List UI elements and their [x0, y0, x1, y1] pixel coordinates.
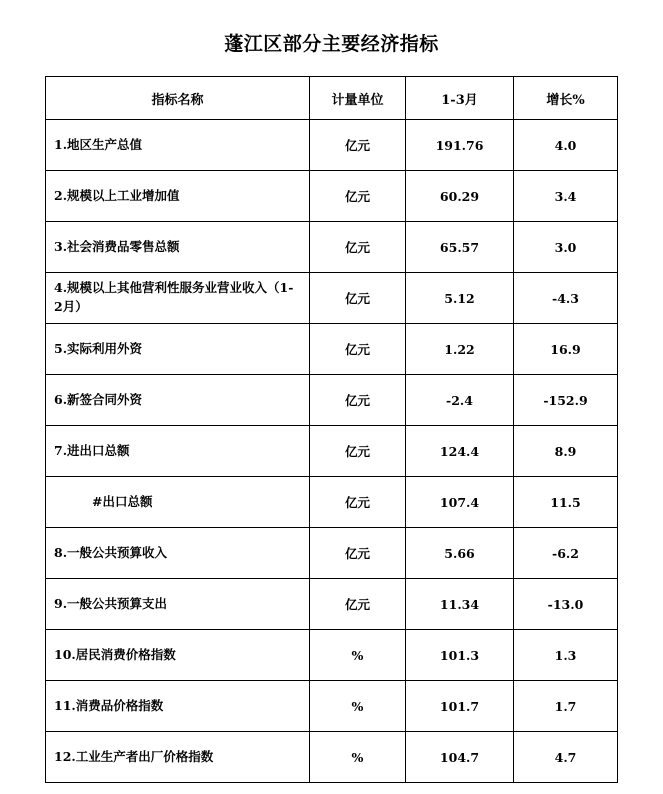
column-header-growth: 增长%: [514, 77, 618, 120]
indicator-unit-cell: 亿元: [310, 579, 406, 630]
indicator-name-cell: 8.一般公共预算收入: [46, 528, 310, 579]
column-header-unit: 计量单位: [310, 77, 406, 120]
indicator-value-cell: 101.3: [406, 630, 514, 681]
indicator-unit-cell: 亿元: [310, 528, 406, 579]
table-row: [46, 273, 618, 324]
indicator-value-cell: 11.34: [406, 579, 514, 630]
indicator-value-cell: 65.57: [406, 222, 514, 273]
indicator-value-cell: 124.4: [406, 426, 514, 477]
table-row: [46, 579, 618, 630]
table-header: [46, 77, 618, 120]
indicator-name-cell: 3.社会消费品零售总额: [46, 222, 310, 273]
indicator-unit-cell: 亿元: [310, 426, 406, 477]
table-row: [46, 222, 618, 273]
indicator-growth-cell: -152.9: [514, 375, 618, 426]
indicator-value-cell: 5.66: [406, 528, 514, 579]
indicator-unit-cell: %: [310, 681, 406, 732]
table-body: [46, 120, 618, 783]
indicator-value-cell: 5.12: [406, 273, 514, 324]
indicator-growth-cell: 4.7: [514, 732, 618, 783]
indicator-name-cell: 7.进出口总额: [46, 426, 310, 477]
indicator-unit-cell: 亿元: [310, 222, 406, 273]
indicator-growth-cell: 8.9: [514, 426, 618, 477]
indicator-value-cell: -2.4: [406, 375, 514, 426]
indicator-growth-cell: 1.3: [514, 630, 618, 681]
indicator-value-cell: 1.22: [406, 324, 514, 375]
indicator-name-cell: 10.居民消费价格指数: [46, 630, 310, 681]
indicator-unit-cell: 亿元: [310, 273, 406, 324]
indicator-name-cell: 4.规模以上其他营利性服务业营业收入（1-2月）: [46, 273, 310, 324]
indicator-growth-cell: -6.2: [514, 528, 618, 579]
indicator-name-cell: 6.新签合同外资: [46, 375, 310, 426]
indicator-growth-cell: -13.0: [514, 579, 618, 630]
indicator-growth-cell: 16.9: [514, 324, 618, 375]
indicator-growth-cell: 3.4: [514, 171, 618, 222]
table-row: [46, 426, 618, 477]
indicator-name-cell: 9.一般公共预算支出: [46, 579, 310, 630]
indicator-growth-cell: 3.0: [514, 222, 618, 273]
table-header-row: [46, 77, 618, 120]
indicator-growth-cell: 4.0: [514, 120, 618, 171]
indicator-value-cell: 104.7: [406, 732, 514, 783]
table-row: [46, 477, 618, 528]
economic-indicators-table: [45, 76, 618, 783]
indicator-name-cell: #出口总额: [46, 477, 310, 528]
table-row: [46, 681, 618, 732]
indicator-name-cell: 12.工业生产者出厂价格指数: [46, 732, 310, 783]
indicator-value-cell: 191.76: [406, 120, 514, 171]
indicator-growth-cell: -4.3: [514, 273, 618, 324]
indicator-unit-cell: 亿元: [310, 120, 406, 171]
table-row: [46, 171, 618, 222]
table-row: [46, 528, 618, 579]
indicator-growth-cell: 1.7: [514, 681, 618, 732]
table-row: [46, 324, 618, 375]
indicator-unit-cell: 亿元: [310, 324, 406, 375]
indicator-value-cell: 107.4: [406, 477, 514, 528]
table-row: [46, 375, 618, 426]
indicator-unit-cell: %: [310, 732, 406, 783]
column-header-period: 1-3月: [406, 77, 514, 120]
indicator-unit-cell: %: [310, 630, 406, 681]
table-row: [46, 120, 618, 171]
table-row: [46, 630, 618, 681]
indicator-unit-cell: 亿元: [310, 477, 406, 528]
indicator-unit-cell: 亿元: [310, 375, 406, 426]
indicator-value-cell: 101.7: [406, 681, 514, 732]
indicator-unit-cell: 亿元: [310, 171, 406, 222]
indicator-name-cell: 11.消费品价格指数: [46, 681, 310, 732]
indicator-name-cell: 2.规模以上工业增加值: [46, 171, 310, 222]
column-header-indicator-name: 指标名称: [46, 77, 310, 120]
indicator-name-cell: 5.实际利用外资: [46, 324, 310, 375]
page-title: 蓬江区部分主要经济指标: [224, 33, 439, 55]
table-row: [46, 732, 618, 783]
indicator-growth-cell: 11.5: [514, 477, 618, 528]
indicator-name-cell: 1.地区生产总值: [46, 120, 310, 171]
indicator-value-cell: 60.29: [406, 171, 514, 222]
